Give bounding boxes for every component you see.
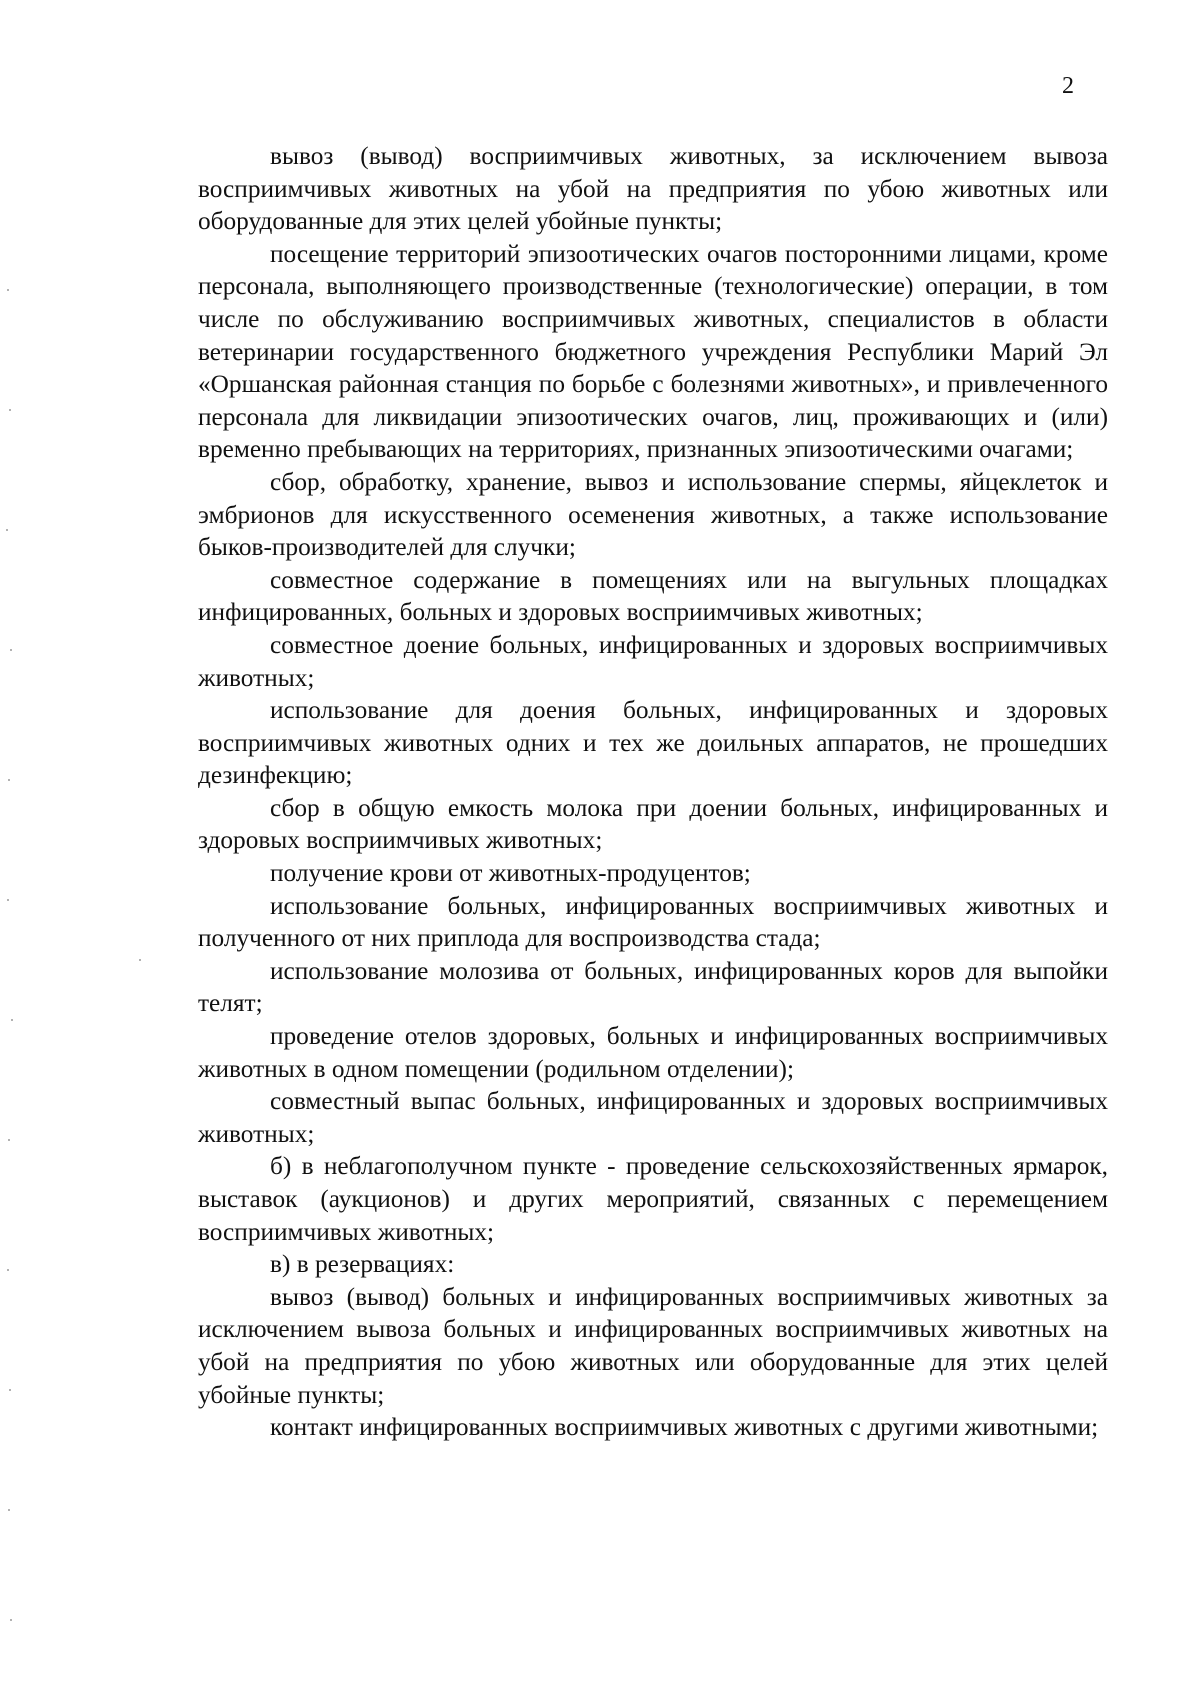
paragraph: использование для доения больных, инфицированных и здоровых восприимчивых животных одних и тех же доильных аппаратов, не прошедших дезинфекцию;: [198, 696, 1108, 790]
paragraph: использование больных, инфицированных восприимчивых животных и полученного от них приплода для воспроизводства стада;: [198, 891, 1108, 953]
paragraph: контакт инфицированных восприимчивых животных с другими животными;: [270, 1413, 1099, 1442]
document-body: [198, 140, 1108, 1444]
paragraph: получение крови от животных-продуцентов;: [270, 859, 751, 888]
paragraph: вывоз (вывод) восприимчивых животных, за исключением вывоза восприимчивых животных на убой на предприятия по убою животных или оборудованные для этих целей убойные пункты;: [198, 142, 1108, 236]
paragraph: проведение отелов здоровых, больных и инфицированных восприимчивых животных в одном помещении (родильном отделении);: [198, 1022, 1108, 1083]
page-number: 2: [1062, 73, 1074, 99]
paragraph: сбор в общую емкость молока при доении больных, инфицированных и здоровых восприимчивых животных;: [198, 793, 1108, 855]
paragraph: совместное доение больных, инфицированных и здоровых восприимчивых животных;: [198, 630, 1108, 692]
paragraph: совместное содержание в помещениях или на выгульных площадках инфицированных, больных и здоровых восприимчивых животных;: [198, 565, 1108, 627]
paragraph: вывоз (вывод) больных и инфицированных восприимчивых животных за исключением вывоза больных и инфицированных восприимчивых животных на убой на предприятия по убою животных или оборудованные для этих целей убойные пункты;: [198, 1282, 1108, 1409]
paragraph: посещение территорий эпизоотических очагов посторонними лицами, кроме персонала, выполняющего производственные (технологические) операции, в том числе по обслуживанию восприимчивых животных, специалистов в области ветеринарии государственного бюджетного учреждения Республики Марий Эл «Оршанская районная станция по борьбе с болезнями животных», и привлеченного персонала для ликвидации эпизоотических очагов, лиц, проживающих и (или) временно пребывающих на территориях, признанных эпизоотическими очагами;: [198, 239, 1108, 464]
paragraph: совместный выпас больных, инфицированных и здоровых восприимчивых животных;: [198, 1087, 1108, 1148]
paragraph: использование молозива от больных, инфицированных коров для выпойки телят;: [198, 956, 1108, 1018]
paragraph: б) в неблагополучном пункте - проведение сельскохозяйственных ярмарок, выставок (аукционов) и других мероприятий, связанных с перемещением восприимчивых животных;: [198, 1152, 1108, 1246]
paragraph: в) в резервациях:: [270, 1250, 455, 1279]
paragraph: сбор, обработку, хранение, вывоз и использование спермы, яйцеклеток и эмбрионов для искусственного осеменения животных, а также использование быков-производителей для случки;: [198, 467, 1108, 562]
